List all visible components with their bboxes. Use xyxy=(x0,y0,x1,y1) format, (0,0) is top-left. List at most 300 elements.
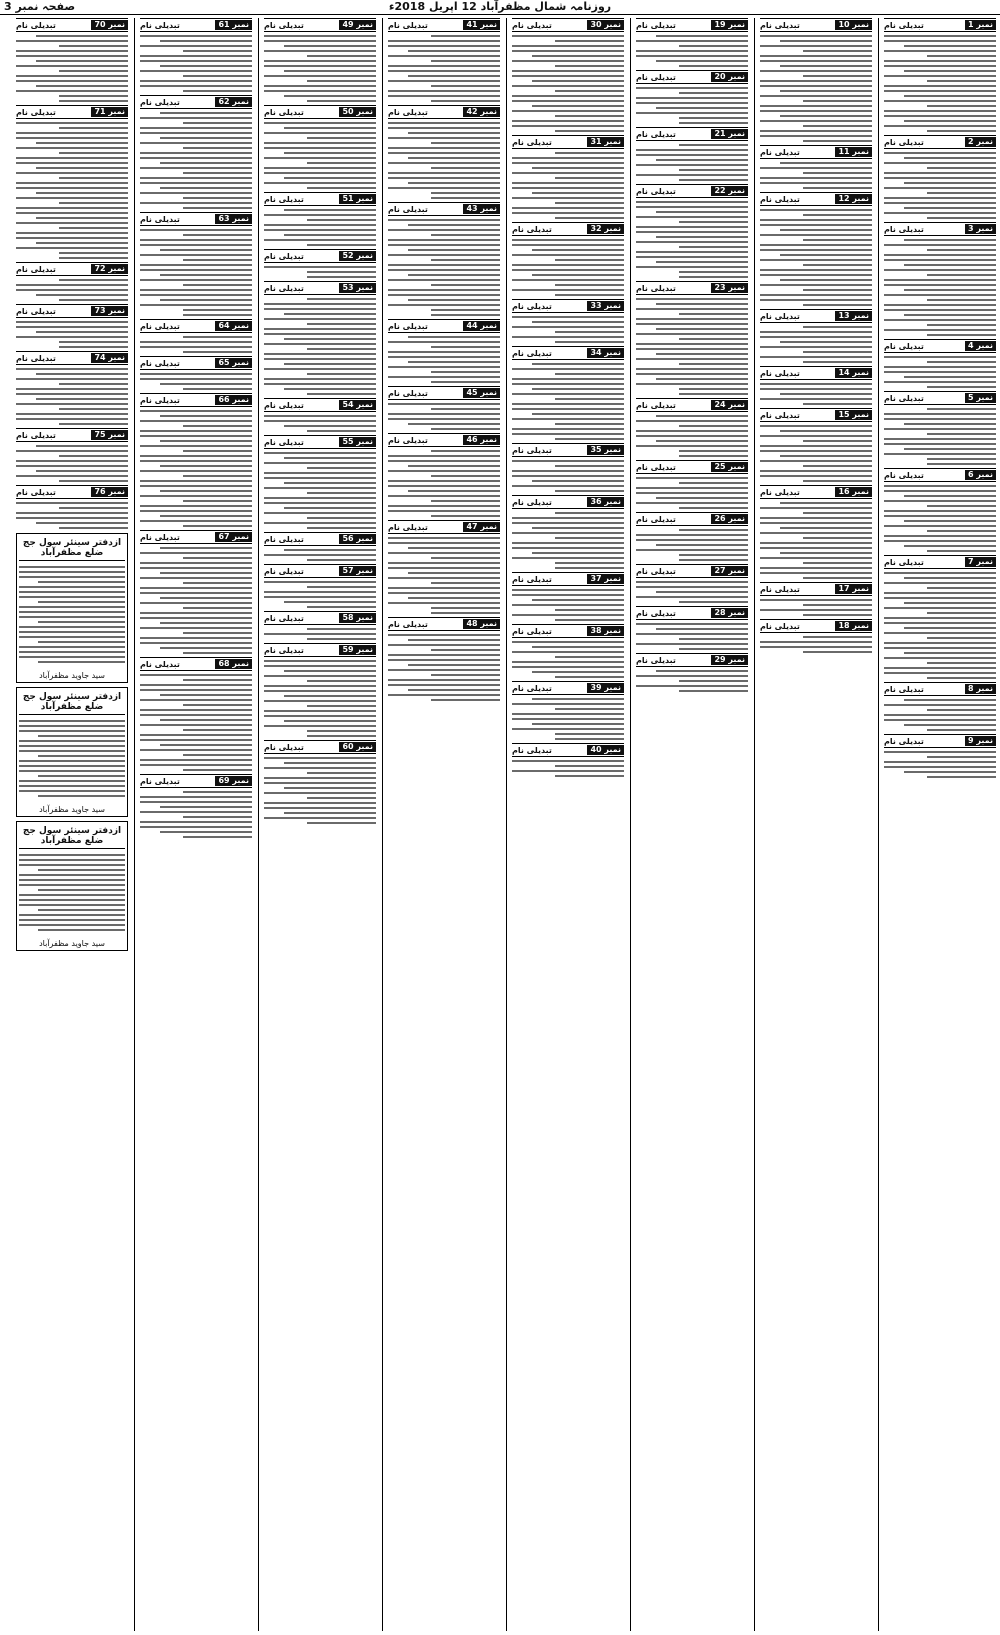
notice-text-line xyxy=(140,709,252,711)
notice-text-line xyxy=(555,423,624,425)
notice-text-line xyxy=(140,759,252,761)
notice-text-line xyxy=(16,122,128,124)
notice-title: تبدیلی نام xyxy=(636,566,676,576)
notice-text-line xyxy=(183,754,252,756)
notice-header xyxy=(16,351,128,365)
notice-header xyxy=(16,485,128,499)
notice-text-line xyxy=(512,95,624,97)
name-change-notice xyxy=(512,346,624,440)
notice-text-line xyxy=(307,822,376,824)
notice-number: نمبر 56 xyxy=(339,534,376,544)
notice-number: نمبر 59 xyxy=(339,645,376,655)
notice-text-line xyxy=(183,351,252,353)
notice-text-line xyxy=(307,735,376,737)
notice-text-line xyxy=(140,617,252,619)
court-notice xyxy=(16,533,128,683)
notice-header xyxy=(388,520,500,534)
notice-text-line xyxy=(140,811,252,813)
notice-text-line xyxy=(636,487,748,489)
notice-text-line xyxy=(679,393,748,395)
notice-title: تبدیلی نام xyxy=(140,532,180,542)
notice-text-line xyxy=(307,80,376,82)
notice-text-line xyxy=(884,381,996,383)
notice-text-line xyxy=(408,465,500,467)
notice-title: تبدیلی نام xyxy=(512,301,552,311)
notice-text-line xyxy=(555,490,624,492)
notice-text-line xyxy=(679,338,748,340)
notice-text-line xyxy=(512,264,624,266)
notice-number: نمبر 8 xyxy=(965,684,996,694)
notice-text-line xyxy=(284,507,376,509)
notice-text-line xyxy=(904,182,996,184)
notice-text-line xyxy=(140,142,252,144)
notice-text-line xyxy=(264,675,376,677)
notice-text-line xyxy=(264,487,376,489)
notice-number: نمبر 53 xyxy=(339,283,376,293)
notice-text-line xyxy=(388,376,500,378)
notice-text-line xyxy=(927,458,996,460)
notice-text-line xyxy=(927,105,996,107)
notice-text-line xyxy=(140,801,252,803)
notice-text-line xyxy=(884,85,996,87)
notice-text-line xyxy=(904,724,996,726)
notice-header xyxy=(512,624,624,638)
notice-text-line xyxy=(636,675,748,677)
notice-text-line xyxy=(532,80,624,82)
notice-title: تبدیلی نام xyxy=(760,311,800,321)
notice-text-line xyxy=(183,729,252,731)
notice-text-line xyxy=(284,695,376,697)
notice-text-line xyxy=(59,341,128,343)
notice-title: تبدیلی نام xyxy=(884,224,924,234)
notice-title: تبدیلی نام xyxy=(636,186,676,196)
notice-text-line xyxy=(59,227,128,229)
notice-text-line xyxy=(140,177,252,179)
name-change-notice xyxy=(760,309,872,363)
name-change-notice xyxy=(140,95,252,209)
notice-text-line xyxy=(760,219,872,221)
notice-text-line xyxy=(904,264,996,266)
notice-header xyxy=(636,512,748,526)
notice-text-line xyxy=(284,209,376,211)
notice-text-line xyxy=(431,557,500,559)
notice-text-line xyxy=(884,622,996,624)
notice-text-line xyxy=(140,684,252,686)
notice-header xyxy=(760,145,872,159)
notice-text-line xyxy=(388,269,500,271)
notice-text-line xyxy=(884,667,996,669)
notice-text-line xyxy=(19,596,125,598)
notice-text-line xyxy=(264,132,376,134)
notice-text-line xyxy=(904,120,996,122)
notice-text-line xyxy=(636,149,748,151)
notice-text-line xyxy=(679,92,748,94)
notice-text-line xyxy=(780,341,872,343)
notice-text-line xyxy=(884,428,996,430)
notice-text-line xyxy=(140,577,252,579)
notice-header xyxy=(140,356,252,370)
notice-text-line xyxy=(140,167,252,169)
notice-header xyxy=(636,184,748,198)
notice-text-line xyxy=(431,192,500,194)
notice-header xyxy=(16,304,128,318)
notice-text-line xyxy=(264,782,376,784)
notice-text-line xyxy=(19,914,125,916)
notice-header xyxy=(636,564,748,578)
notice-text-line xyxy=(555,284,624,286)
notice-text-line xyxy=(904,239,996,241)
notice-text-line xyxy=(884,40,996,42)
notice-text-line xyxy=(636,154,748,156)
notice-header xyxy=(512,443,624,457)
notice-title: تبدیلی نام xyxy=(264,251,304,261)
notice-title: تبدیلی نام xyxy=(760,194,800,204)
name-change-notice xyxy=(388,617,500,701)
notice-text-line xyxy=(38,641,125,643)
name-change-notice xyxy=(140,774,252,838)
column-rule xyxy=(134,18,135,1631)
notice-text-line xyxy=(284,812,376,814)
notice-text-line xyxy=(904,376,996,378)
notice-text-line xyxy=(512,100,624,102)
notice-text-line xyxy=(16,50,128,52)
notice-text-line xyxy=(264,368,376,370)
notice-text-line xyxy=(16,413,128,415)
notice-text-line xyxy=(16,132,128,134)
notice-title: تبدیلی نام xyxy=(388,204,428,214)
name-change-notice xyxy=(884,135,996,219)
notice-text-line xyxy=(160,490,252,492)
notice-number: نمبر 70 xyxy=(91,20,128,30)
notice-text-line xyxy=(884,642,996,644)
notice-text-line xyxy=(388,567,500,569)
notice-text-line xyxy=(927,361,996,363)
notice-text-line xyxy=(555,775,624,777)
notice-text-line xyxy=(307,137,376,139)
notice-title: تبدیلی نام xyxy=(264,283,304,293)
notice-text-line xyxy=(555,609,624,611)
notice-text-line xyxy=(760,244,872,246)
notice-text-line xyxy=(19,611,125,613)
notice-text-line xyxy=(431,142,500,144)
notice-text-line xyxy=(59,279,128,281)
name-change-notice xyxy=(264,18,376,102)
notice-text-line xyxy=(284,425,376,427)
notice-text-line xyxy=(264,596,376,598)
notice-text-line xyxy=(140,420,252,422)
notice-header xyxy=(884,682,996,696)
notice-text-line xyxy=(760,475,872,477)
notice-text-line xyxy=(760,557,872,559)
notice-text-line xyxy=(512,703,624,705)
notice-text-line xyxy=(160,162,252,164)
notice-header xyxy=(884,339,996,353)
notice-header xyxy=(512,18,624,32)
notice-text-line xyxy=(656,378,748,380)
column-1 xyxy=(884,18,996,1631)
notice-text-line xyxy=(760,450,872,452)
notice-title: تبدیلی نام xyxy=(884,393,924,403)
notice-header xyxy=(264,18,376,32)
notice-text-line xyxy=(512,532,624,534)
notice-text-line xyxy=(636,492,748,494)
notice-text-line xyxy=(636,164,748,166)
name-change-notice xyxy=(264,740,376,824)
notice-text-line xyxy=(927,130,996,132)
notice-number: نمبر 55 xyxy=(339,437,376,447)
notice-text-line xyxy=(307,492,376,494)
notice-header xyxy=(388,319,500,333)
notice-number: نمبر 45 xyxy=(463,388,500,398)
notice-number: نمبر 4 xyxy=(965,341,996,351)
notice-text-line xyxy=(884,356,996,358)
notice-text-line xyxy=(512,162,624,164)
notice-text-line xyxy=(183,652,252,654)
notice-text-line xyxy=(307,55,376,57)
notice-text-line xyxy=(760,542,872,544)
notice-text-line xyxy=(264,85,376,87)
notice-text-line xyxy=(760,517,872,519)
notice-text-line xyxy=(927,776,996,778)
notice-text-line xyxy=(760,70,872,72)
notice-header xyxy=(264,643,376,657)
notice-text-line xyxy=(140,229,252,231)
notice-text-line xyxy=(160,622,252,624)
notice-text-line xyxy=(884,582,996,584)
notice-text-line xyxy=(636,373,748,375)
notice-text-line xyxy=(19,571,125,573)
notice-text-line xyxy=(904,627,996,629)
notice-text-line xyxy=(408,423,500,425)
notice-text-line xyxy=(760,425,872,427)
notice-header xyxy=(884,391,996,405)
notice-text-line xyxy=(904,95,996,97)
notice-text-line xyxy=(19,919,125,921)
notice-text-line xyxy=(408,572,500,574)
notice-text-line xyxy=(16,162,128,164)
notice-text-line xyxy=(160,515,252,517)
notice-text-line xyxy=(431,284,500,286)
notice-text-line xyxy=(183,769,252,771)
notice-text-line xyxy=(512,589,624,591)
notice-text-line xyxy=(388,172,500,174)
notice-text-line xyxy=(284,670,376,672)
notice-title: تبدیلی نام xyxy=(16,353,56,363)
notice-title: تبدیلی نام xyxy=(760,584,800,594)
notice-text-line xyxy=(884,443,996,445)
notice-text-line xyxy=(884,152,996,154)
notice-text-line xyxy=(512,110,624,112)
notice-text-line xyxy=(59,346,128,348)
notice-title: تبدیلی نام xyxy=(636,283,676,293)
notice-text-line xyxy=(183,607,252,609)
name-change-notice xyxy=(264,281,376,395)
notice-text-line xyxy=(264,214,376,216)
notice-text-line xyxy=(59,257,128,259)
notice-text-line xyxy=(183,284,252,286)
notice-number: نمبر 26 xyxy=(711,514,748,524)
column-3 xyxy=(636,18,748,1631)
notice-number: نمبر 49 xyxy=(339,20,376,30)
notice-text-line xyxy=(884,453,996,455)
notice-text-line xyxy=(36,331,128,333)
name-change-notice xyxy=(636,281,748,395)
notice-text-line xyxy=(656,544,748,546)
notice-text-line xyxy=(780,279,872,281)
notice-title: تبدیلی نام xyxy=(264,566,304,576)
notice-text-line xyxy=(19,730,125,732)
name-change-notice xyxy=(884,339,996,388)
notice-text-line xyxy=(803,440,872,442)
notice-number: نمبر 22 xyxy=(711,186,748,196)
notice-text-line xyxy=(264,333,376,335)
notice-title: تبدیلی نام xyxy=(512,745,552,755)
notice-text-line xyxy=(160,744,252,746)
notice-text-line xyxy=(59,408,128,410)
notice-text-line xyxy=(38,929,125,931)
notice-text-line xyxy=(927,334,996,336)
notice-text-line xyxy=(904,423,996,425)
notice-text-line xyxy=(512,403,624,405)
notice-text-line xyxy=(307,628,376,630)
notice-number: نمبر 9 xyxy=(965,736,996,746)
notice-text-line xyxy=(555,398,624,400)
notice-text-line xyxy=(636,348,748,350)
notice-text-line xyxy=(431,85,500,87)
notice-text-line xyxy=(264,50,376,52)
notice-number: نمبر 34 xyxy=(587,348,624,358)
notice-text-line xyxy=(264,167,376,169)
notice-text-line xyxy=(760,398,872,400)
notice-text-line xyxy=(803,562,872,564)
notice-text-line xyxy=(408,547,500,549)
notice-text-line xyxy=(388,152,500,154)
notice-text-line xyxy=(555,733,624,735)
notice-text-line xyxy=(264,497,376,499)
notice-text-line xyxy=(284,95,376,97)
notice-text-line xyxy=(803,636,872,638)
notice-text-line xyxy=(307,162,376,164)
notice-text-line xyxy=(760,507,872,509)
notice-text-line xyxy=(532,55,624,57)
notice-number: نمبر 39 xyxy=(587,683,624,693)
notice-text-line xyxy=(679,680,748,682)
notice-title: تبدیلی نام xyxy=(140,97,180,107)
notice-text-line xyxy=(512,594,624,596)
notice-text-line xyxy=(388,542,500,544)
notice-text-line xyxy=(904,771,996,773)
notice-text-line xyxy=(38,869,125,871)
notice-text-line xyxy=(636,623,748,625)
notice-text-line xyxy=(656,35,748,37)
notice-text-line xyxy=(431,167,500,169)
notice-text-line xyxy=(884,704,996,706)
notice-text-line xyxy=(636,241,748,243)
notice-text-line xyxy=(264,581,376,583)
notice-text-line xyxy=(140,764,252,766)
notice-text-line xyxy=(636,206,748,208)
notice-text-line xyxy=(408,132,500,134)
notice-number: نمبر 15 xyxy=(835,410,872,420)
notice-text-line xyxy=(19,656,125,658)
notice-number: نمبر 60 xyxy=(339,742,376,752)
notice-text-line xyxy=(512,326,624,328)
notice-text-line xyxy=(532,363,624,365)
notice-header xyxy=(140,18,252,32)
notice-text-line xyxy=(160,806,252,808)
notice-number: نمبر 46 xyxy=(463,435,500,445)
notice-text-line xyxy=(884,100,996,102)
notice-text-line xyxy=(38,755,125,757)
notice-text-line xyxy=(19,631,125,633)
notice-text-line xyxy=(884,197,996,199)
notice-text-line xyxy=(19,745,125,747)
notice-text-line xyxy=(264,266,376,268)
notice-text-line xyxy=(140,612,252,614)
notice-text-line xyxy=(36,522,128,524)
notice-header xyxy=(512,299,624,313)
notice-text-line xyxy=(140,470,252,472)
notice-text-line xyxy=(884,75,996,77)
notice-text-line xyxy=(388,341,500,343)
notice-text-line xyxy=(512,604,624,606)
notice-text-line xyxy=(140,239,252,241)
notice-text-line xyxy=(140,435,252,437)
notice-text-line xyxy=(679,648,748,650)
notice-title: تبدیلی نام xyxy=(140,20,180,30)
notice-text-line xyxy=(884,65,996,67)
notice-text-line xyxy=(884,309,996,311)
notice-text-line xyxy=(884,515,996,517)
court-notice xyxy=(16,687,128,817)
notice-text-line xyxy=(927,217,996,219)
notice-text-line xyxy=(160,415,252,417)
notice-text-line xyxy=(780,455,872,457)
name-change-notice xyxy=(16,428,128,482)
notice-text-line xyxy=(183,147,252,149)
notice-text-line xyxy=(140,460,252,462)
name-change-notice xyxy=(388,202,500,316)
notice-text-line xyxy=(140,821,252,823)
notice-text-line xyxy=(16,517,128,519)
notice-text-line xyxy=(555,115,624,117)
notice-text-line xyxy=(904,577,996,579)
notice-text-line xyxy=(307,705,376,707)
notice-text-line xyxy=(927,677,996,679)
notice-text-line xyxy=(140,244,252,246)
notice-text-line xyxy=(140,602,252,604)
notice-number: نمبر 28 xyxy=(711,608,748,618)
notice-text-line xyxy=(388,45,500,47)
notice-text-line xyxy=(140,269,252,271)
notice-text-line xyxy=(59,299,128,301)
name-change-notice xyxy=(388,433,500,517)
notice-text-line xyxy=(140,689,252,691)
notice-text-line xyxy=(636,333,748,335)
notice-text-line xyxy=(760,641,872,643)
notice-text-line xyxy=(264,777,376,779)
notice-text-line xyxy=(38,581,125,583)
notice-text-line xyxy=(803,512,872,514)
notice-text-line xyxy=(408,639,500,641)
notice-text-line xyxy=(760,224,872,226)
notice-text-line xyxy=(884,672,996,674)
notice-text-line xyxy=(408,299,500,301)
notice-text-line xyxy=(388,577,500,579)
notice-title: تبدیلی نام xyxy=(884,684,924,694)
notice-text-line xyxy=(760,294,872,296)
notice-text-line xyxy=(19,566,125,568)
